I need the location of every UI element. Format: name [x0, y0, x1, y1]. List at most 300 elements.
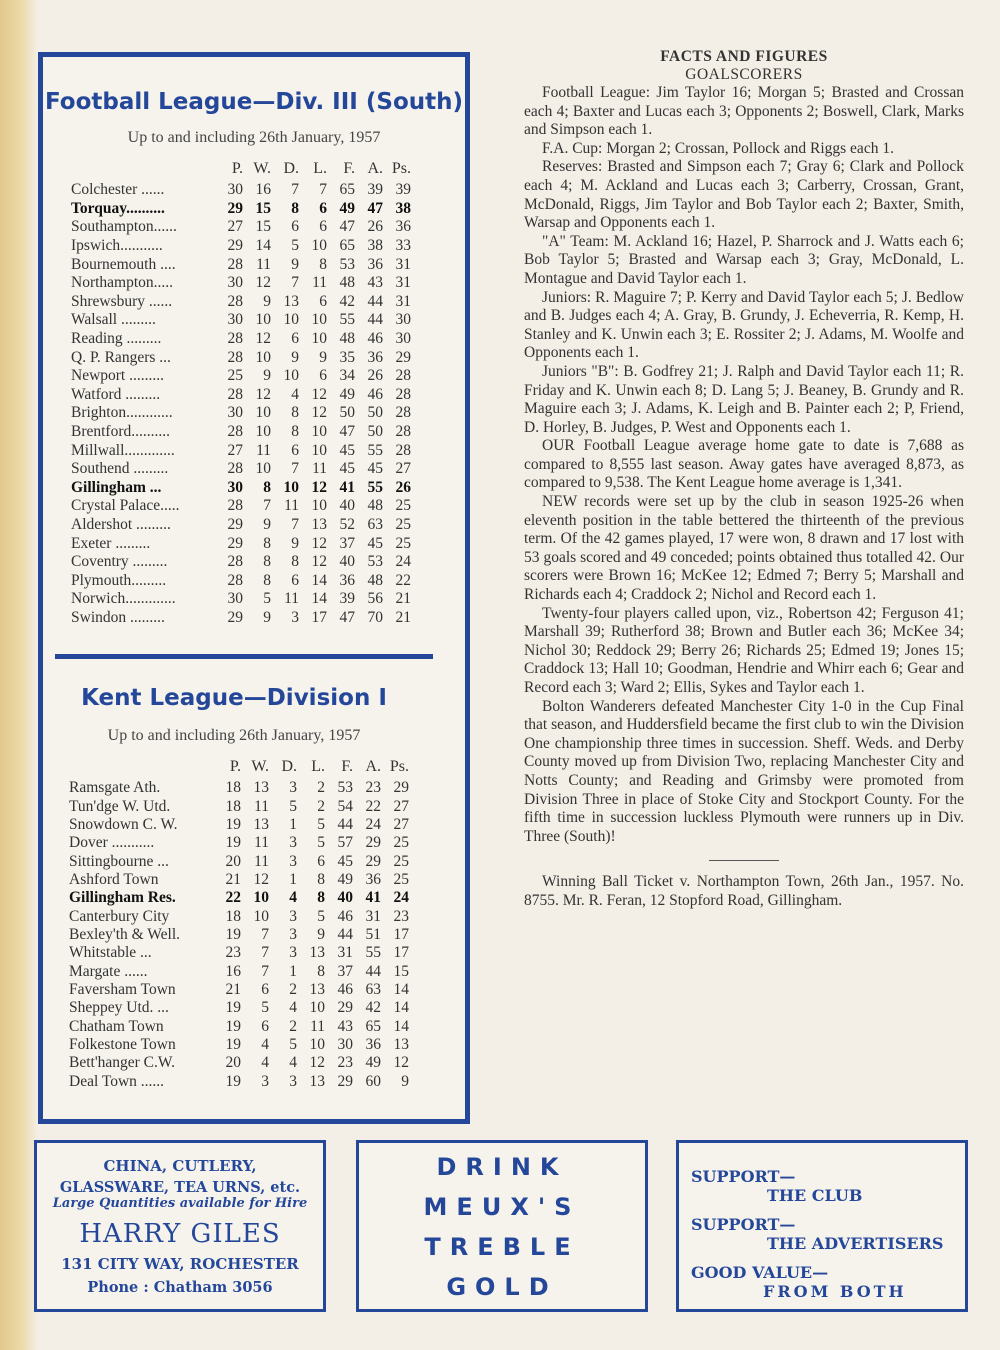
facts-column [524, 48, 964, 911]
stat-cell: 45 [339, 460, 355, 478]
stat-cell: 39 [395, 181, 411, 199]
table-row [71, 237, 411, 256]
stat-cell: 18 [225, 907, 241, 925]
stat-cell: 13 [309, 944, 325, 962]
stat-cell: 18 [225, 797, 241, 815]
stat-cell: 5 [261, 999, 269, 1017]
stat-cell: 50 [367, 404, 383, 422]
stat-cell: 6 [291, 330, 299, 348]
stat-cell: 10 [311, 330, 327, 348]
stat-cell: 19 [225, 999, 241, 1017]
stat-cell: 48 [339, 330, 355, 348]
stat-cell: 12 [311, 478, 327, 496]
stat-cell: 10 [309, 999, 325, 1017]
stat-cell: 23 [393, 907, 409, 925]
stat-cell: 70 [367, 608, 383, 626]
team-name-cell: Ipswich........... [71, 237, 163, 255]
stat-cell: 37 [339, 534, 355, 552]
stat-cell: 2 [317, 797, 325, 815]
team-name-cell: Whitstable ... [69, 944, 152, 962]
stat-cell: 30 [395, 311, 411, 329]
stat-cell: 10 [255, 311, 271, 329]
stat-cell: 11 [256, 255, 271, 273]
team-name-cell: Bett'hanger C.W. [69, 1054, 175, 1072]
stat-cell: 49 [365, 1054, 381, 1072]
stat-cell: 48 [367, 497, 383, 515]
team-name-cell: Millwall............. [71, 441, 175, 459]
stat-cell: 4 [261, 1054, 269, 1072]
stat-cell: 3 [289, 834, 297, 852]
stat-cell: 12 [311, 534, 327, 552]
team-name-cell: Dover ........... [69, 834, 155, 852]
team-name-cell: Southampton...... [71, 218, 177, 236]
kent-title: Kent League—Division I [81, 685, 387, 711]
table-row [71, 200, 411, 219]
goalscorers-heading: GOALSCORERS [685, 66, 803, 83]
stat-cell: 53 [337, 779, 353, 797]
stat-cell: 29 [365, 834, 381, 852]
stat-cell: 25 [393, 834, 409, 852]
stat-cell: 24 [393, 889, 409, 907]
stat-cell: 12 [311, 553, 327, 571]
stat-cell: 21 [395, 590, 411, 608]
stat-cell: 21 [225, 870, 241, 888]
stat-cell: 16 [255, 181, 271, 199]
team-name-cell: Chatham Town [69, 1017, 164, 1035]
stat-cell: 3 [289, 1072, 297, 1090]
stat-cell: 50 [367, 423, 383, 441]
team-name-cell: Brighton............ [71, 404, 173, 422]
stat-cell: 48 [339, 274, 355, 292]
stat-cell: 25 [393, 852, 409, 870]
stat-cell: 14 [393, 980, 409, 998]
stat-cell: 7 [291, 274, 299, 292]
table-row [71, 609, 411, 628]
stat-cell: 46 [337, 980, 353, 998]
stat-cell: 28 [227, 460, 243, 478]
stat-cell: 36 [367, 348, 383, 366]
team-name-cell: Sittingbourne ... [69, 852, 169, 870]
stat-cell: 3 [289, 907, 297, 925]
stat-cell: 10 [253, 889, 269, 907]
stat-cell: 3 [289, 944, 297, 962]
stat-cell: 13 [309, 1072, 325, 1090]
column-header: P. [229, 758, 241, 775]
ad-line: MEUX'S [423, 1193, 581, 1221]
stat-cell: 9 [263, 515, 271, 533]
team-name-cell: Bournemouth .... [71, 255, 176, 273]
stat-cell: 14 [255, 237, 271, 255]
column-header: D. [281, 758, 297, 775]
meux-advert [356, 1140, 648, 1312]
stat-cell: 24 [365, 815, 381, 833]
stat-cell: 55 [367, 478, 383, 496]
stat-cell: 28 [395, 423, 411, 441]
table-row [71, 218, 411, 237]
stat-cell: 14 [311, 590, 327, 608]
stat-cell: 8 [291, 199, 299, 217]
column-header: W. [251, 758, 269, 775]
stat-cell: 9 [317, 925, 325, 943]
stat-cell: 46 [337, 907, 353, 925]
stat-cell: 44 [367, 311, 383, 329]
stat-cell: 8 [291, 423, 299, 441]
stat-cell: 3 [261, 1072, 269, 1090]
stat-cell: 33 [395, 237, 411, 255]
stat-cell: 30 [227, 590, 243, 608]
stat-cell: 28 [227, 571, 243, 589]
stat-cell: 24 [395, 553, 411, 571]
stat-cell: 15 [393, 962, 409, 980]
stat-cell: 12 [255, 330, 271, 348]
facts-paragraph: Reserves: Brasted and Simpson each 7; Gray 6; Clark and Pollock each 4; M. Ackland and Lucas each 3; Carberry, Crossan, Grant, McDonald, Riggs, Jim Taylor and Bob Taylor each 2; Baxter, Smith, Warsap and Opponents each 1. [524, 158, 964, 232]
facts-paragraph: Football League: Jim Taylor 16; Morgan 5; Brasted and Crossan each 4; Baxter and Lucas each 3; Opponents 2; Boswell, Clark, Marks and Simpson each 1. [524, 84, 964, 139]
column-header: P. [231, 160, 243, 177]
stat-cell: 28 [227, 385, 243, 403]
facts-paragraph: OUR Football League average home gate to date is 7,688 as compared to 8,555 last season. Away gates have averaged 8,873, as compared to 9,538. The Kent League home average is 1,341. [524, 437, 964, 492]
stat-cell: 10 [309, 1035, 325, 1053]
stat-cell: 9 [291, 348, 299, 366]
section-divider [55, 654, 433, 659]
team-name-cell: Exeter ......... [71, 534, 151, 552]
stat-cell: 23 [365, 779, 381, 797]
stat-cell: 11 [256, 441, 271, 459]
stat-cell: 19 [225, 1035, 241, 1053]
stat-cell: 8 [317, 889, 325, 907]
stat-cell: 57 [337, 834, 353, 852]
stat-cell: 22 [395, 571, 411, 589]
stat-cell: 29 [227, 608, 243, 626]
stat-cell: 13 [393, 1035, 409, 1053]
stat-cell: 8 [263, 534, 271, 552]
stat-cell: 5 [289, 1035, 297, 1053]
team-name-cell: Southend ......... [71, 460, 169, 478]
ad-line: GOOD VALUE— [691, 1263, 829, 1282]
stat-cell: 7 [319, 181, 327, 199]
table-row [69, 999, 409, 1017]
team-name-cell: Norwich............. [71, 590, 176, 608]
stat-cell: 43 [337, 1017, 353, 1035]
stat-cell: 14 [393, 1017, 409, 1035]
table-row [69, 871, 409, 889]
stat-cell: 10 [255, 423, 271, 441]
stat-cell: 29 [395, 348, 411, 366]
facts-paragraph: Juniors "B": B. Godfrey 21; J. Ralph and David Taylor each 11; R. Friday and K. Unwin each 8; D. Lang 5; J. Beaney, B. Grundy and R. Maguire each 3; J. Adams, K. Leigh and B. Painter each 2; P, Friend, D. Horley, B. Judges, P. West and Opponents each 1. [524, 362, 964, 436]
stat-cell: 44 [367, 292, 383, 310]
stat-cell: 27 [227, 218, 243, 236]
team-name-cell: Crystal Palace..... [71, 497, 180, 515]
div3-subtitle: Up to and including 26th January, 1957 [127, 129, 381, 146]
stat-cell: 15 [255, 199, 271, 217]
column-header: A. [367, 160, 383, 177]
facts-paragraphs [524, 84, 964, 846]
team-column-header [71, 157, 215, 181]
stat-cell: 30 [227, 181, 243, 199]
table-row [69, 962, 409, 980]
stat-cell: 7 [261, 944, 269, 962]
stat-cell: 29 [227, 515, 243, 533]
stat-cell: 4 [291, 385, 299, 403]
team-name-cell: Brentford.......... [71, 423, 171, 441]
stat-cell: 7 [291, 515, 299, 533]
team-column-header [69, 755, 213, 779]
stat-cell: 31 [395, 255, 411, 273]
column-header: L. [311, 758, 325, 775]
stat-cell: 2 [289, 980, 297, 998]
stat-cell: 10 [255, 404, 271, 422]
stat-cell: 6 [319, 292, 327, 310]
stat-cell: 65 [339, 181, 355, 199]
ad-address: 131 CITY WAY, ROCHESTER [61, 1255, 299, 1273]
stat-cell: 8 [317, 870, 325, 888]
stat-cell: 45 [339, 441, 355, 459]
stat-cell: 9 [263, 292, 271, 310]
table-row [69, 797, 409, 815]
team-name-cell: Deal Town ...... [69, 1072, 165, 1090]
stat-cell: 10 [255, 348, 271, 366]
stat-cell: 12 [253, 870, 269, 888]
stat-cell: 39 [339, 590, 355, 608]
facts-paragraph: Bolton Wanderers defeated Manchester City 1-0 in the Cup Final that season, and Huddersfield became the first club to win the Division One championship three times in succession. Sheff. Weds. and Derby County moved up from Division Two, replacing Manchester City and Notts County; and Reading and Grimsby were promoted from Division Three in place of Stoke City and Stockport County. For the fifth time in succession luckless Plymouth were runners up in Div. Three (South)! [524, 697, 964, 845]
stat-cell: 26 [367, 218, 383, 236]
stat-cell: 36 [365, 1035, 381, 1053]
team-name-cell: Snowdown C. W. [69, 815, 178, 833]
stat-cell: 45 [337, 852, 353, 870]
stat-cell: 9 [291, 534, 299, 552]
stat-cell: 14 [311, 571, 327, 589]
team-name-cell: Sheppey Utd. ... [69, 999, 169, 1017]
stat-cell: 3 [289, 925, 297, 943]
team-name-cell: Watford ......... [71, 385, 161, 403]
team-name-cell: Gillingham Res. [69, 889, 176, 907]
table-row [69, 944, 409, 962]
stat-cell: 30 [395, 330, 411, 348]
stat-cell: 17 [393, 944, 409, 962]
stat-cell: 12 [393, 1054, 409, 1072]
stat-cell: 46 [367, 385, 383, 403]
stat-cell: 4 [289, 999, 297, 1017]
stat-cell: 28 [227, 330, 243, 348]
stat-cell: 21 [395, 608, 411, 626]
table-row [69, 852, 409, 870]
stat-cell: 49 [339, 199, 355, 217]
stat-cell: 13 [253, 779, 269, 797]
stat-cell: 39 [367, 181, 383, 199]
stat-cell: 6 [319, 367, 327, 385]
stat-cell: 12 [255, 274, 271, 292]
facts-heading: FACTS AND FIGURES [660, 48, 828, 65]
stat-cell: 43 [367, 274, 383, 292]
ad-line: DRINK [436, 1153, 568, 1181]
column-header: A. [365, 758, 381, 775]
stat-cell: 63 [365, 980, 381, 998]
table-row [71, 330, 411, 349]
table-row [71, 497, 411, 516]
stat-cell: 35 [339, 348, 355, 366]
stat-cell: 2 [289, 1017, 297, 1035]
stat-cell: 28 [227, 553, 243, 571]
table-row [69, 834, 409, 852]
kent-subtitle: Up to and including 26th January, 1957 [107, 727, 361, 744]
stat-cell: 9 [291, 255, 299, 273]
team-name-cell: Ramsgate Ath. [69, 779, 161, 797]
stat-cell: 37 [337, 962, 353, 980]
stat-cell: 8 [263, 553, 271, 571]
table-row [69, 981, 409, 999]
stat-cell: 11 [310, 1017, 325, 1035]
ad-line: THE CLUB [767, 1186, 863, 1205]
ad-line: FROM BOTH [763, 1282, 907, 1301]
team-name-cell: Newport ......... [71, 367, 164, 385]
stat-cell: 54 [337, 797, 353, 815]
kent-standings-table [69, 755, 409, 1091]
ad-line: CHINA, CUTLERY, [103, 1157, 257, 1175]
stat-cell: 28 [227, 497, 243, 515]
table-row [71, 255, 411, 274]
stat-cell: 13 [253, 815, 269, 833]
team-name-cell: Faversham Town [69, 980, 176, 998]
stat-cell: 38 [395, 199, 411, 217]
table-row [69, 1054, 409, 1072]
stat-cell: 56 [367, 590, 383, 608]
stat-cell: 52 [339, 515, 355, 533]
stat-cell: 28 [227, 348, 243, 366]
stat-cell: 47 [339, 423, 355, 441]
column-header: L. [313, 160, 327, 177]
table-row [71, 348, 411, 367]
stat-cell: 8 [291, 404, 299, 422]
facts-paragraph: "A" Team: M. Ackland 16; Hazel, P. Sharrock and J. Watts each 6; Bob Taylor 5; Brasted and Warsap each 3; Gray, McDonald, L. Montague and David Taylor each 1. [524, 232, 964, 287]
stat-cell: 19 [225, 815, 241, 833]
stat-cell: 12 [311, 385, 327, 403]
stat-cell: 16 [225, 962, 241, 980]
stat-cell: 60 [365, 1072, 381, 1090]
stat-cell: 20 [225, 852, 241, 870]
stat-cell: 10 [283, 478, 299, 496]
stat-cell: 11 [312, 460, 327, 478]
stat-cell: 13 [309, 980, 325, 998]
stat-cell: 5 [317, 907, 325, 925]
stat-cell: 6 [317, 852, 325, 870]
stat-cell: 11 [254, 834, 269, 852]
stat-cell: 6 [291, 441, 299, 459]
div3-standings-table [71, 157, 411, 627]
stat-cell: 19 [225, 1017, 241, 1035]
stat-cell: 6 [291, 571, 299, 589]
team-name-cell: Shrewsbury ...... [71, 292, 173, 310]
league-tables-panel [38, 52, 470, 1124]
stat-cell: 40 [337, 889, 353, 907]
stat-cell: 65 [339, 237, 355, 255]
stat-cell: 28 [395, 404, 411, 422]
stat-cell: 29 [393, 779, 409, 797]
stat-cell: 22 [365, 797, 381, 815]
table-row [71, 571, 411, 590]
stat-cell: 29 [227, 237, 243, 255]
column-header: Ps. [389, 758, 409, 775]
table-row [69, 1017, 409, 1035]
stat-cell: 63 [367, 515, 383, 533]
stat-cell: 30 [337, 1035, 353, 1053]
column-header: Ps. [391, 160, 411, 177]
stat-cell: 28 [227, 292, 243, 310]
stat-cell: 10 [311, 237, 327, 255]
stat-cell: 29 [227, 199, 243, 217]
table-row [71, 181, 411, 200]
team-name-cell: Ashford Town [69, 870, 159, 888]
stat-cell: 38 [367, 237, 383, 255]
stat-cell: 30 [227, 404, 243, 422]
stat-cell: 6 [319, 218, 327, 236]
stat-cell: 5 [291, 237, 299, 255]
stat-cell: 55 [367, 441, 383, 459]
team-name-cell: Canterbury City [69, 907, 170, 925]
table-row [71, 274, 411, 293]
stat-cell: 55 [339, 311, 355, 329]
stat-cell: 12 [309, 1054, 325, 1072]
team-name-cell: Walsall ......... [71, 311, 156, 329]
stat-cell: 22 [225, 889, 241, 907]
stat-cell: 1 [289, 870, 297, 888]
stat-cell: 19 [225, 1072, 241, 1090]
stat-cell: 8 [319, 255, 327, 273]
stat-cell: 10 [255, 460, 271, 478]
stat-cell: 5 [317, 815, 325, 833]
stat-cell: 3 [289, 852, 297, 870]
stat-cell: 7 [263, 497, 271, 515]
stat-cell: 28 [227, 423, 243, 441]
stat-cell: 44 [337, 925, 353, 943]
team-name-cell: Margate ...... [69, 962, 148, 980]
stat-cell: 28 [395, 385, 411, 403]
stat-cell: 45 [367, 534, 383, 552]
stat-cell: 65 [365, 1017, 381, 1035]
stat-cell: 27 [393, 797, 409, 815]
stat-cell: 31 [395, 292, 411, 310]
ad-phone: Phone : Chatham 3056 [87, 1279, 273, 1296]
stat-cell: 11 [254, 797, 269, 815]
stat-cell: 10 [311, 423, 327, 441]
stat-cell: 10 [283, 367, 299, 385]
stat-cell: 42 [365, 999, 381, 1017]
stat-cell: 40 [339, 553, 355, 571]
stat-cell: 23 [225, 944, 241, 962]
facts-paragraph: NEW records were set up by the club in season 1925-26 when eleventh position in the table bettered the thirteenth of the previous term. Of the 42 games played, 17 were won, 8 drawn and 17 lost with 53 goals scored and 49 conceded; points obtained thus totalled 42. Our scorers were Brown 16; McKee 12; Edmed 7; Berry 5; Marshall and Richards each 4; Craddock 2; Nichol and Record each 1. [524, 493, 964, 604]
stat-cell: 1 [289, 962, 297, 980]
stat-cell: 28 [227, 255, 243, 273]
stat-cell: 47 [339, 218, 355, 236]
stat-cell: 49 [339, 385, 355, 403]
facts-paragraph: Twenty-four players called upon, viz., Robertson 42; Ferguson 41; Marshall 39; Rutherford 38; Brown and Butler each 36; McKee 34; Nichol 30; Reddock 29; Berry 26; Richards 25; Edmed 19; Jones 15; Craddock 13; Hall 10; Goodman, Hendrie and Whirr each 6; Gear and Record each 3; Ward 2; Ellis, Sykes and Taylor each 1. [524, 604, 964, 696]
page-spine [0, 0, 38, 1350]
table-row [69, 779, 409, 797]
table-row [69, 816, 409, 834]
stat-cell: 21 [225, 980, 241, 998]
stat-cell: 31 [365, 907, 381, 925]
stat-cell: 17 [393, 925, 409, 943]
stat-cell: 6 [319, 199, 327, 217]
ad-line: SUPPORT— [691, 1215, 796, 1234]
stat-cell: 10 [283, 311, 299, 329]
team-name-cell: Colchester ...... [71, 181, 165, 199]
stat-cell: 5 [289, 797, 297, 815]
stat-cell: 36 [365, 870, 381, 888]
stat-cell: 53 [339, 255, 355, 273]
stat-cell: 23 [337, 1054, 353, 1072]
stat-cell: 25 [393, 870, 409, 888]
stat-cell: 34 [339, 367, 355, 385]
stat-cell: 6 [291, 218, 299, 236]
